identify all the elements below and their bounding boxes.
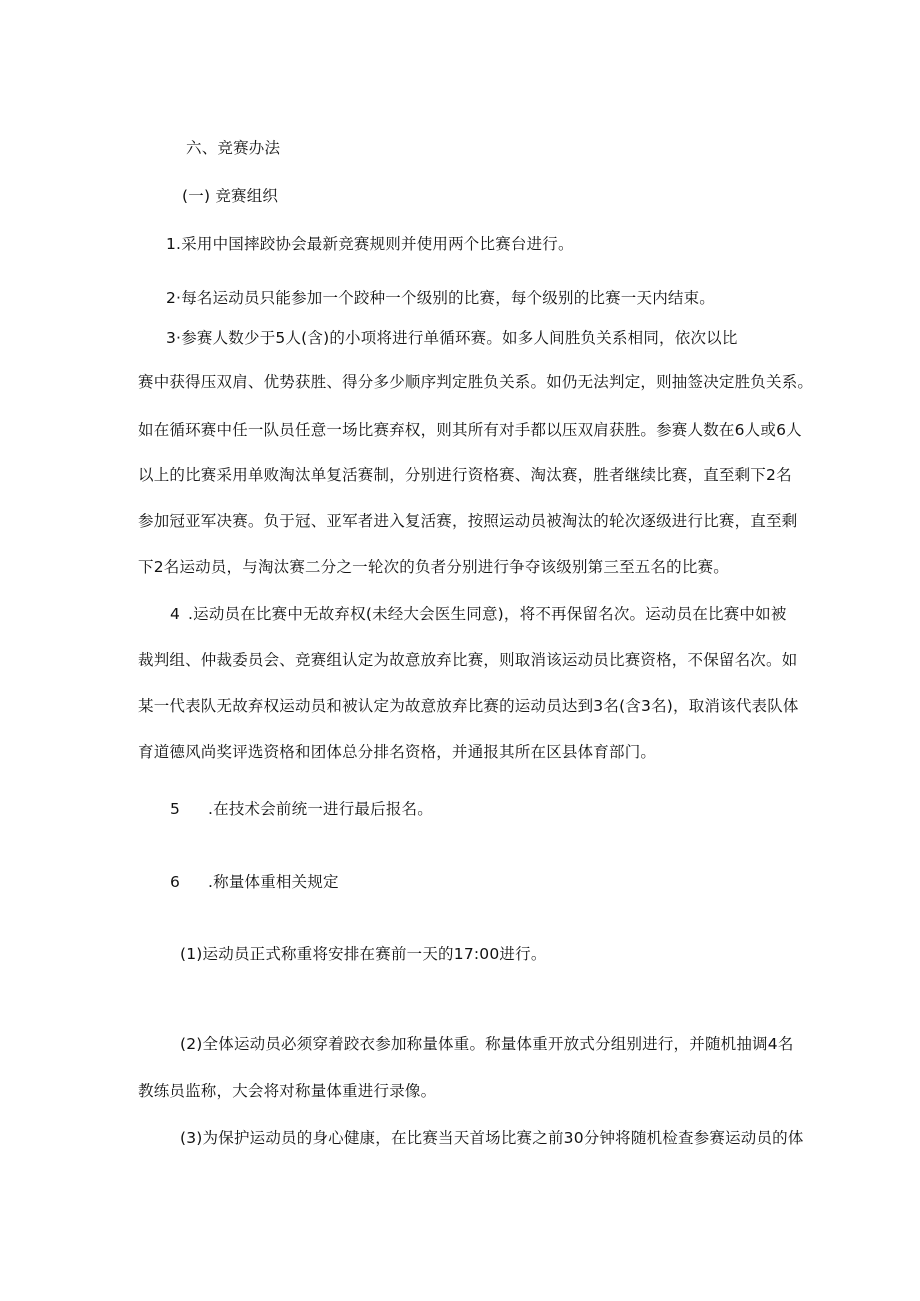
item-3-line-3: 如在循环赛中任一队员任意一场比赛弃权，则其所有对手都以压双肩获胜。参赛人数在6人或6人 — [138, 421, 802, 439]
item-3-line-6: 下2名运动员，与淘汰赛二分之一轮次的负者分别进行争夺该级别第三至五名的比赛。 — [138, 558, 729, 576]
item-2-text: 2·每名运动员只能参加一个跤种一个级别的比赛，每个级别的比赛一天内结束。 — [166, 289, 715, 307]
item-4-line-4: 育道德风尚奖评选资格和团体总分排名资格，并通报其所在区县体育部门。 — [138, 743, 657, 761]
item-4-line-2: 裁判组、仲裁委员会、竞赛组认定为故意放弃比赛，则取消该运动员比赛资格，不保留名次。如 — [138, 651, 798, 669]
item-6-text: .称量体重相关规定 — [208, 873, 339, 891]
item-4-line-3: 某一代表队无故弃权运动员和被认定为故意放弃比赛的运动员达到3名(含3名)，取消该代表队体 — [138, 697, 799, 715]
subsection-title: (一) 竞赛组织 — [182, 187, 279, 205]
item-6-number: 6 — [170, 873, 180, 891]
item-3-line-4: 以上的比赛采用单败淘汰单复活赛制，分别进行资格赛、淘汰赛，胜者继续比赛，直至剩下2名 — [138, 466, 792, 484]
item-4-number: 4 — [170, 605, 180, 623]
item-3-line-2: 赛中获得压双肩、优势获胜、得分多少顺序判定胜负关系。如仍无法判定，则抽签决定胜负关系。 — [138, 373, 814, 391]
sub-item-2-line-1: (2)全体运动员必须穿着跤衣参加称量体重。称量体重开放式分组别进行，并随机抽调4名 — [180, 1035, 794, 1053]
item-3-line-5: 参加冠亚军决赛。负于冠、亚军者进入复活赛，按照运动员被淘汰的轮次逐级进行比赛，直至剩 — [138, 512, 798, 530]
item-1-text: 1.采用中国摔跤协会最新竞赛规则并使用两个比赛台进行。 — [166, 235, 574, 253]
item-5-number: 5 — [170, 800, 180, 818]
sub-item-3-text: (3)为保护运动员的身心健康，在比赛当天首场比赛之前30分钟将随机检查参赛运动员的体 — [180, 1129, 804, 1147]
section-title: 六、竞赛办法 — [186, 139, 281, 157]
item-4-line-1: .运动员在比赛中无故弃权(未经大会医生同意)，将不再保留名次。运动员在比赛中如被 — [188, 605, 787, 623]
sub-item-2-line-2: 教练员监称，大会将对称量体重进行录像。 — [138, 1082, 437, 1100]
item-5-text: .在技术会前统一进行最后报名。 — [208, 800, 433, 818]
item-3-line-1: 3·参赛人数少于5人(含)的小项将进行单循环赛。如多人间胜负关系相同，依次以比 — [166, 329, 738, 347]
sub-item-1-text: (1)运动员正式称重将安排在赛前一天的17:00进行。 — [180, 945, 547, 963]
